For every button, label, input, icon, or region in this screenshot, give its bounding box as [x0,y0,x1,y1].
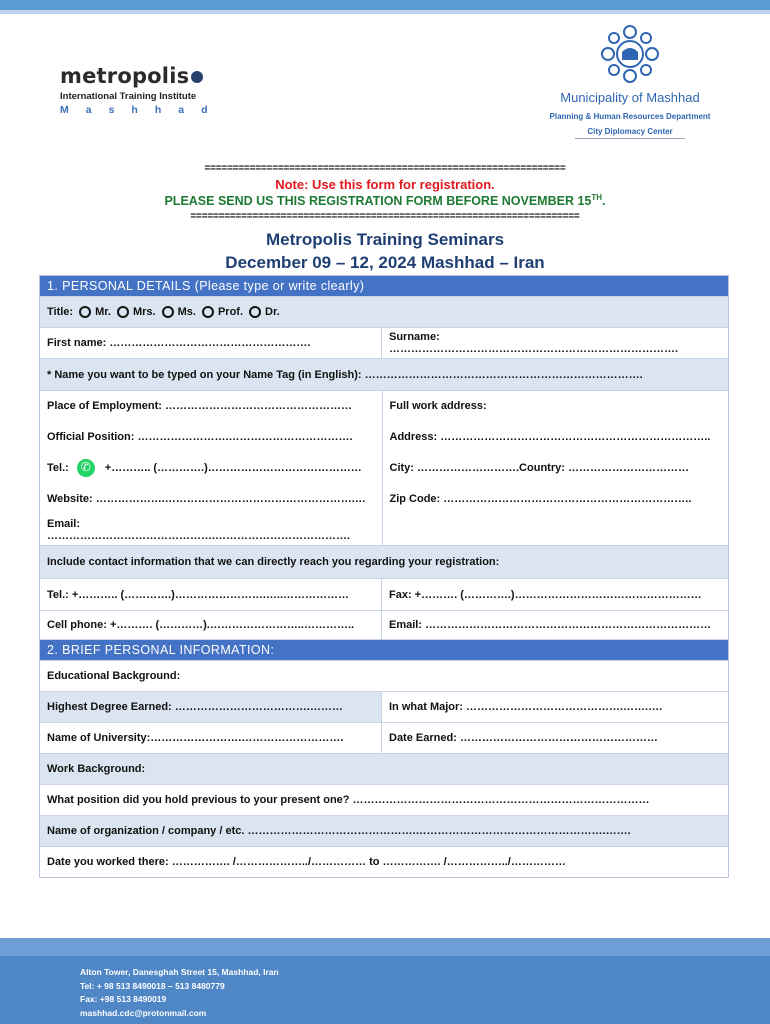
tel-row[interactable] [40,453,382,484]
page-title: Metropolis Training Seminars [265,230,505,249]
metropolis-logo [60,64,225,116]
option-mr: Mr. [95,306,111,318]
registration-form [39,275,729,878]
separator-top: ================================================================ [204,163,566,174]
option-prof: Prof. [217,306,244,318]
title-label: Title: [47,306,74,318]
deadline-text: PLEASE SEND US THIS REGISTRATION FORM BEFORE NOVEMBER 15 [164,194,592,209]
highest-degree-field[interactable]: Highest Degree Earned: ……………………………….……… [40,692,382,722]
website-field[interactable]: Website: ……………….…………………………………………….… [47,492,366,505]
radio-dr[interactable] [249,306,261,318]
deadline-suffix: TH [591,193,603,202]
name-tag-row [40,358,728,390]
surname-field[interactable]: Surname: ……………………………………………………………………. [389,331,679,355]
logo-word: metropolis [60,64,190,88]
organization-row [40,815,728,846]
previous-position-row [40,784,728,815]
degree-row [40,691,728,722]
center-name: City Diplomacy Center [587,127,673,136]
option-mrs: Mrs. [132,306,156,318]
email-field[interactable]: Email: ……………………………………….………………………………. [47,517,351,542]
contact-info-label: Include contact information that we can directly reach you regarding your registration: [47,556,500,568]
previous-position-field[interactable]: What position did you hold previous to your present one? ……………………………………………………………………… [47,794,650,806]
option-dr: Dr. [265,306,280,318]
major-field[interactable]: In what Major: …………………………………….…….…. [382,692,728,722]
section1-heading: 1. PERSONAL DETAILS (Please type or write clearly) [40,276,728,296]
cell-phone-field[interactable]: Cell phone: +………. (…………).……………………..………….. [40,611,382,639]
event-dates: December 09 – 12, 2024 Mashhad – Iran [225,253,545,272]
tel-field: +……….. (………….)…………………………………… [104,461,362,474]
section2-heading: 2. BRIEF PERSONAL INFORMATION: [40,640,728,660]
radio-mrs[interactable] [117,306,129,318]
logo-dot-icon [191,71,203,83]
fax-field[interactable]: Fax: +………. (………….)…………………………………………… [389,588,702,601]
section-header [40,639,728,660]
official-position-field[interactable]: Official Position: …………………….……………………………. [47,431,353,444]
logo-subtitle: International Training Institute [60,91,197,102]
tel-label: Tel.: [47,461,69,474]
dates-worked-row [40,846,728,877]
footer-tel: Tel: + 98 513 8490018 – 513 8480779 [80,980,225,991]
place-of-employment-field[interactable]: Place of Employment: …………………………………………… [47,400,352,413]
contact-tel-field[interactable]: Tel.: +……….. (………….)…………………….…..……………… [40,579,382,610]
deadline-period: . [602,194,606,209]
education-row [40,660,728,691]
radio-mr[interactable] [79,306,91,318]
registration-note: Note: Use this form for registration. [275,177,495,192]
radio-prof[interactable] [202,306,214,318]
divider [575,138,685,139]
footer-email: mashhad.cdc@protonmail.com [80,1007,207,1018]
date-earned-field[interactable]: Date Earned: ……………………………………………… [389,732,658,744]
contact-tel-row [40,578,728,610]
logo-city: Mashhad [60,104,225,116]
municipality-logo [540,22,720,139]
name-tag-field[interactable]: * Name you want to be typed on your Name Tag (in English): …………………………………………………………………. [47,368,643,381]
deadline-notice [0,193,770,208]
dates-worked-field[interactable]: Date you worked there: ……………. /………………../…………… to ……………. /……………../…………… [47,856,566,868]
department-name: Planning & Human Resources Department [549,112,711,121]
contact-email-field[interactable]: Email: …………………………………………………………………… [389,619,712,631]
work-row [40,753,728,784]
name-row [40,327,728,358]
contact-info-row [40,545,728,578]
title-row [40,296,728,327]
educational-background-label: Educational Background: [47,670,181,682]
footer-fax: Fax: +98 513 8490019 [80,994,167,1004]
separator-bottom: ===================================================================== [190,211,580,222]
footer-contact [80,966,279,1020]
city-country-field[interactable]: City: ……………………….Country: …………………………… [389,461,689,474]
cell-phone-row [40,610,728,639]
organization-field[interactable]: Name of organization / company / etc. ……………………………………….…………………………………………….……. [47,825,631,837]
municipality-emblem-icon [598,22,662,86]
municipality-name: Municipality of Mashhad [560,90,700,105]
first-name-field[interactable]: First name: ………………………………………………. [40,328,382,358]
option-ms: Ms. [177,306,196,318]
footer-address: Alton Tower, Danesghah Street 15, Mashhad, Iran [80,967,279,977]
university-field[interactable]: Name of University:…………………….………………………. [40,723,382,753]
work-background-label: Work Background: [47,763,146,775]
radio-ms[interactable] [162,306,174,318]
address-field[interactable]: Address: ……………………………………………………………….. [389,431,711,444]
whatsapp-icon [77,459,95,477]
full-work-address-label: Full work address: [389,400,487,413]
employment-block [40,390,728,545]
zip-code-field[interactable]: Zip Code: ………………………………………………………….. [389,492,692,505]
section-header [40,276,728,296]
top-decorative-band [0,0,770,14]
university-row [40,722,728,753]
